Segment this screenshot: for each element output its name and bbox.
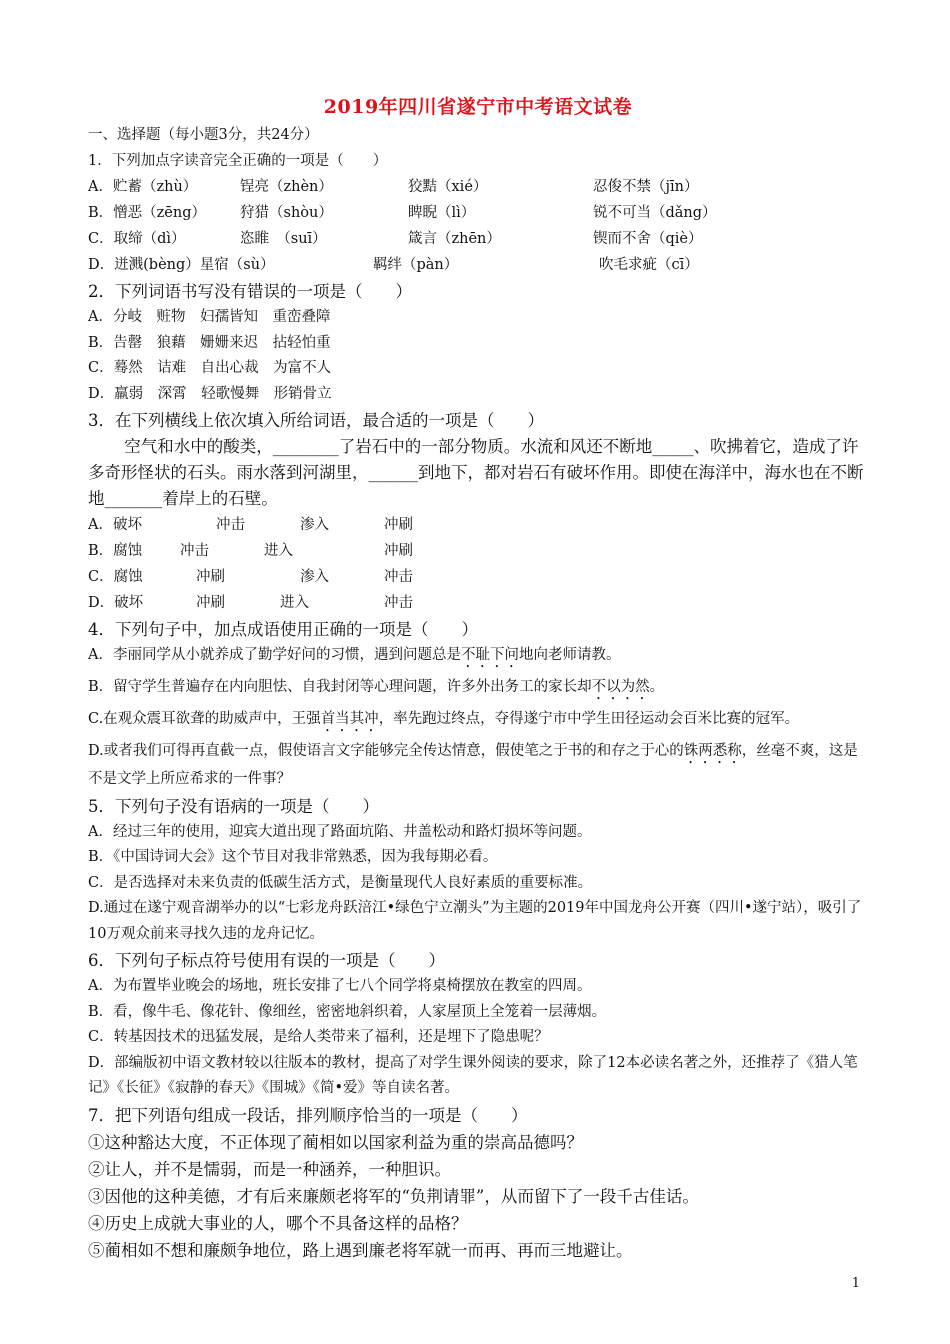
q7-item-1: ①这种豁达大度，不正体现了蔺相如以国家利益为重的崇高品德吗？ bbox=[88, 1132, 583, 1152]
q2-options bbox=[88, 305, 868, 407]
q7-stem: 7．把下列语句组成一段话，排列顺序恰当的一项是（ ） bbox=[88, 1105, 528, 1125]
q2-option-c: C．蓦然 诘难 自出心裁 为富不人 bbox=[88, 360, 332, 376]
q3-options bbox=[88, 512, 868, 616]
q7-item-3: ③因他的这种美德，才有后来廉颇老将军的“负荆请罪”，从而留下了一段千古佳话。 bbox=[88, 1186, 699, 1206]
q2-option-b: B．告罄 狼藉 姗姗来迟 拈轻怕重 bbox=[88, 334, 331, 351]
q5-option-b: B．《中国诗词大会》这个节目对我非常熟悉，因为我每期必看。 bbox=[88, 849, 498, 865]
exam-page bbox=[88, 92, 868, 1264]
q5-option-a: A．经过三年的使用，迎宾大道出现了路面坑陷、井盖松动和路灯损坏等问题。 bbox=[88, 823, 592, 840]
q5-option-c: C．是否选择对未来负责的低碳生活方式，是衡量现代人良好素质的重要标准。 bbox=[88, 874, 593, 891]
q2-option-a: A．分岐 赃物 妇孺皆知 重峦叠障 bbox=[88, 309, 331, 325]
q3-option-a: A．破坏 冲击 渗入 冲刷 bbox=[88, 517, 413, 533]
q1-b2: 狩猎（shòu） bbox=[240, 205, 333, 221]
q4-option-d: D.或者我们可得再直截一点，假使语言文字能够完全传达情意，假使笔之于书的和存之于心的铢两悉称，丝毫不爽，这是不是文学上所应希求的一件事？ bbox=[88, 743, 858, 787]
q1-b3: 睥睨（lì） bbox=[408, 205, 476, 221]
q6-option-b: B．看，像牛毛、像花针、像细丝，密密地斜织着，人家屋顶上全笼着一层薄烟。 bbox=[88, 1003, 607, 1020]
q1-c2: 恣睢 （suī） bbox=[240, 231, 327, 247]
q3-option-b: B．腐蚀 冲击 进入 冲刷 bbox=[88, 543, 413, 559]
q1-b1: B．憎恶（zēng） bbox=[88, 205, 206, 221]
q3-option-c: C．腐蚀 冲刷 渗入 冲击 bbox=[88, 569, 413, 585]
q3-passage: 空气和水中的酸类，________了岩石中的一部分物质。水流和风还不断地_____、吹拂着它，造成了许多奇形怪状的石头。雨水落到河湖里，______到地下，都对岩石有破坏作用。即使在海洋中，海水也在不断地_______着岸上的石壁。 bbox=[88, 437, 864, 508]
q1-a3: 狡黠（xié） bbox=[408, 179, 488, 195]
q4-a-idiom: 不耻下问 bbox=[460, 647, 519, 663]
q6-option-a: A．为布置毕业晚会的场地，班长安排了七八个同学将桌椅摆放在教室的四周。 bbox=[88, 978, 592, 994]
q1-a4: 忍俊不禁（jīn） bbox=[593, 179, 699, 195]
page-number: 1 bbox=[851, 1276, 860, 1291]
q4-option-b: B．留守学生普遍存在内向胆怯、自我封闭等心理问题，许多外出务工的家长却不以为然。 bbox=[88, 679, 665, 695]
q4-c-idiom: 首当其冲 bbox=[320, 711, 379, 727]
q4-option-c: C.在观众震耳欲聋的助威声中，王强首当其冲，率先跑过终点，夺得遂宁市中学生田径运动会百米比赛的冠军。 bbox=[88, 711, 800, 727]
q3-stem: 3．在下列横线上依次填入所给词语，最合适的一项是（ ） bbox=[88, 411, 544, 430]
q1-b4: 锐不可当（dǎng） bbox=[593, 205, 717, 221]
q2-option-d: D．羸弱 深霄 轻歌慢舞 形销骨立 bbox=[88, 385, 332, 402]
q5-option-d: D.通过在遂宁观音湖举办的以“七彩龙舟跃涪江•绿色宁立潮头”为主题的2019年中国龙舟公开赛（四川•遂宁站），吸引了10万观众前来寻找久违的龙舟记忆。 bbox=[88, 900, 862, 942]
q4-b-idiom: 不以为然 bbox=[591, 679, 650, 695]
q1-stem: 1．下列加点字读音完全正确的一项是（ ） bbox=[88, 152, 388, 169]
q4-d-idiom: 铢两悉称 bbox=[683, 743, 742, 759]
q6-option-c: C．转基因技术的迅猛发展，是给人类带来了福利，还是埋下了隐患呢？ bbox=[88, 1029, 549, 1045]
q1-options bbox=[88, 174, 868, 252]
q7-item-5: ⑤蔺相如不想和廉颇争地位，路上遇到廉老将军就一而再、再而三地避让。 bbox=[88, 1240, 633, 1260]
q7-item-2: ②让人，并不是懦弱，而是一种涵养，一种胆识。 bbox=[88, 1159, 451, 1179]
q1-d2: 羁绊（pàn） bbox=[373, 257, 459, 273]
q2-stem: 2．下列词语书写没有错误的一项是（ ） bbox=[88, 282, 412, 301]
section-heading: 一、选择题（每小题3分，共24分） bbox=[88, 127, 319, 143]
q1-d1: D．迸溅(bèng）星宿（sù） bbox=[88, 257, 275, 273]
q7-item-4: ④历史上成就大事业的人，哪个不具备这样的品格？ bbox=[88, 1213, 468, 1233]
q3-option-d: D．破坏 冲刷 进入 冲击 bbox=[88, 595, 413, 611]
q6-stem: 6．下列句子标点符号使用有误的一项是（ ） bbox=[88, 951, 445, 970]
q1-c1: C．取缔（dì） bbox=[88, 231, 186, 247]
q4-stem: 4．下列句子中，加点成语使用正确的一项是（ ） bbox=[88, 620, 478, 639]
q1-option-d bbox=[88, 252, 868, 278]
q1-a2: 锃亮（zhèn） bbox=[240, 179, 333, 195]
q4-option-a: A．李丽同学从小就养成了勤学好问的习惯，遇到问题总是不耻下问地向老师请教。 bbox=[88, 647, 621, 663]
q1-a1: A．贮蓄（zhù） bbox=[88, 179, 198, 195]
q1-d3: 吹毛求疵（cī） bbox=[599, 257, 699, 273]
q6-option-d: D．部编版初中语文教材较以往版本的教材，提高了对学生课外阅读的要求，除了12本必读名著之外，还推荐了《猎人笔记》《长征》《寂静的春天》《围城》《简•爱》等自读名著。 bbox=[88, 1054, 858, 1096]
page-title: 2019年四川省遂宁市中考语文试卷 bbox=[323, 96, 633, 118]
q1-c4: 锲而不舍（qiè） bbox=[593, 231, 703, 247]
q1-c3: 箴言（zhēn） bbox=[408, 231, 501, 247]
q5-stem: 5．下列句子没有语病的一项是（ ） bbox=[88, 796, 379, 816]
